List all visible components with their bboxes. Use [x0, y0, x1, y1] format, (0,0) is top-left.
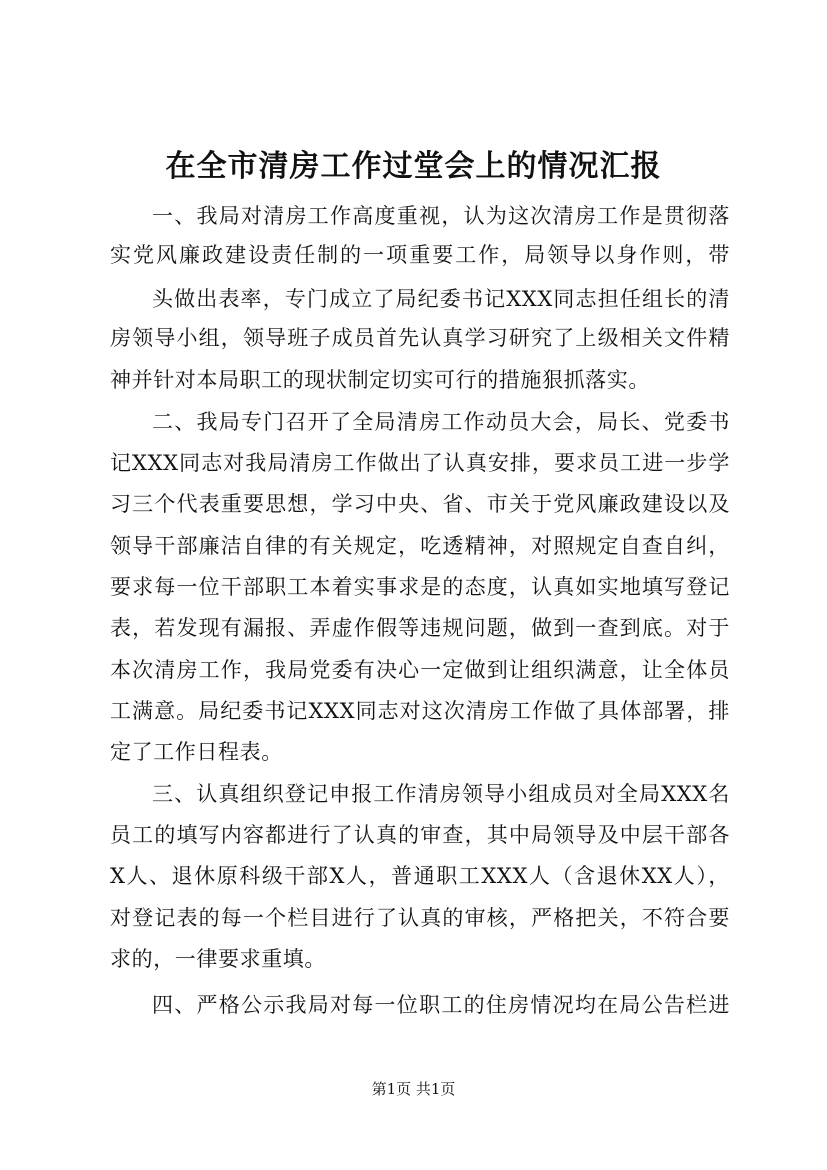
- document-title: 在全市清房工作过堂会上的情况汇报: [165, 149, 662, 184]
- paragraph-line: 习三个代表重要思想，学习中央、省、市关于党风廉政建设以及: [110, 492, 730, 516]
- paragraph-line: 员工的填写内容都进行了认真的审查，其中局领导及中层干部各: [110, 823, 730, 847]
- paragraph-line: 头做出表率，专门成立了局纪委书记XXX同志担任组长的清: [152, 287, 730, 311]
- paragraph-line: X人、退休原科级干部X人，普通职工XXX人（含退休XX人），: [110, 864, 730, 888]
- paragraph-line: 要求每一位干部职工本着实事求是的态度，认真如实地填写登记: [110, 575, 730, 599]
- paragraph-line: 工满意。局纪委书记XXX同志对这次清房工作做了具体部署，排: [110, 699, 730, 723]
- paragraph-line: 神并针对本局职工的现状制定切实可行的措施狠抓落实。: [110, 368, 650, 392]
- paragraph-line: 定了工作日程表。: [110, 740, 283, 764]
- paragraph-line: 对登记表的每一个栏目进行了认真的审核，严格把关，不符合要: [110, 906, 730, 930]
- paragraph-line: 表，若发现有漏报、弄虚作假等违规问题，做到一查到底。对于: [110, 616, 730, 640]
- paragraph-line: 领导干部廉洁自律的有关规定，吃透精神，对照规定自查自纠，: [110, 534, 730, 558]
- paragraph-line: 实党风廉政建设责任制的一项重要工作，局领导以身作则，带: [110, 243, 730, 267]
- paragraph-line: 记XXX同志对我局清房工作做出了认真安排，要求员工进一步学: [110, 451, 730, 475]
- paragraph-line: 一、我局对清房工作高度重视，认为这次清房工作是贯彻落: [152, 204, 730, 228]
- paragraph-line: 求的，一律要求重填。: [110, 947, 326, 971]
- paragraph-line: 房领导小组，领导班子成员首先认真学习研究了上级相关文件精: [110, 326, 730, 350]
- page-footer: 第1页 共1页: [371, 1080, 456, 1098]
- paragraph-line: 本次清房工作，我局党委有决心一定做到让组织满意，让全体员: [110, 658, 730, 682]
- paragraph-line: 三、认真组织登记申报工作清房领导小组成员对全局XXX名: [152, 782, 730, 806]
- paragraph-line: 二、我局专门召开了全局清房工作动员大会，局长、党委书: [152, 410, 730, 434]
- paragraph-line: 四、严格公示我局对每一位职工的住房情况均在局公告栏进: [152, 993, 730, 1017]
